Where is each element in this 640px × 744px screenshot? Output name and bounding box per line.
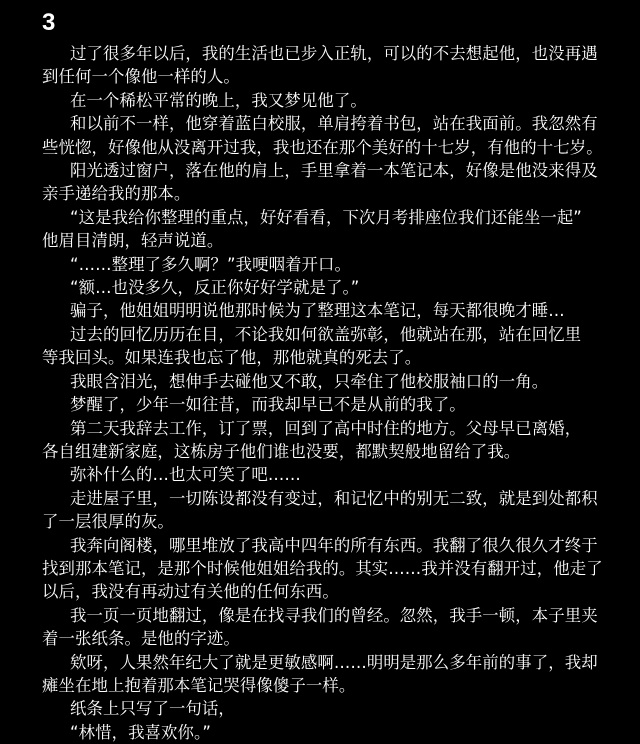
paragraph: [42, 112, 616, 159]
text-line: 他眉目清朗，轻声说道。: [42, 231, 224, 251]
text-line: 了一层很厚的灰。: [42, 512, 174, 532]
text-line: 阳光透过窗户，落在他的肩上，手里拿着一本笔记本，好像是他没来得及: [70, 161, 598, 181]
paragraph: [42, 89, 616, 112]
text-line: “额…也没多久，反正你好好学就是了。”: [70, 278, 360, 298]
chapter-number: 3: [42, 9, 56, 36]
text-line: 欸呀，人果然年纪大了就是更敏感啊……明明是那么多年前的事了，我却: [70, 652, 598, 672]
paragraph: [42, 276, 616, 299]
text-line: 各自组建新家庭，这栋房子他们谁也没要，都默契般地留给了我。: [42, 441, 521, 461]
paragraph: [42, 651, 616, 698]
text-line: 过了很多年以后，我的生活也已步入正轨，可以的不去想起他，也没再遇: [70, 44, 598, 63]
text-line: 我眼含泪光，想伸手去碰他又不敢，只牵住了他校服袖口的一角。: [70, 371, 549, 391]
paragraph: [42, 417, 616, 464]
text-line: 到任何一个像他一样的人。: [42, 67, 240, 87]
document-body: [42, 42, 616, 744]
text-line: 和以前不一样，他穿着蓝白校服，单肩挎着书包，站在我面前。我忽然有: [70, 114, 598, 134]
text-line: 第二天我辞去工作，订了票，回到了高中时住的地方。父母早已离婚，: [70, 418, 582, 438]
paragraph: [42, 253, 616, 276]
paragraph: [42, 463, 616, 486]
text-line: 走进屋子里，一切陈设都没有变过，和记忆中的别无二致，就是到处都积: [70, 488, 598, 508]
paragraph: [42, 42, 616, 89]
text-line: 弥补什么的…也太可笑了吧……: [70, 465, 301, 485]
paragraph: [42, 206, 616, 253]
text-line: 骗子，他姐姐明明说他那时候为了整理这本笔记，每天都很晚才睡…: [70, 301, 565, 321]
text-line: 纸条上只写了一句话，: [70, 699, 235, 719]
text-line: “这是我给你整理的重点，好好看看，下次月考排座位我们还能坐一起”: [70, 207, 582, 227]
text-line: 我一页一页地翻过，像是在找寻我们的曾经。忽然，我手一顿，本子里夹: [70, 605, 598, 625]
paragraph: [42, 487, 616, 534]
paragraph: [42, 393, 616, 416]
text-line: 等我回头。如果连我也忘了他，那他就真的死去了。: [42, 348, 422, 368]
paragraph: [42, 604, 616, 651]
text-line: 梦醒了，少年一如往昔，而我却早已不是从前的我了。: [70, 395, 466, 415]
text-line: 着一张纸条。是他的字迹。: [42, 629, 240, 649]
text-line: “……整理了多久啊？”我哽咽着开口。: [70, 254, 352, 274]
text-line: 瘫坐在地上抱着那本笔记哭得像傻子一样。: [42, 675, 356, 695]
text-line: 找到那本笔记，是那个时候他姐姐给我的。其实……我并没有翻开过，他走了: [42, 558, 603, 578]
text-line: 亲手递给我的那本。: [42, 184, 191, 204]
paragraph: [42, 159, 616, 206]
text-line: 以后，我没有再动过有关他的任何东西。: [42, 582, 339, 602]
text-line: 过去的回忆历历在目，不论我如何欲盖弥彰，他就站在那，站在回忆里: [70, 324, 582, 344]
paragraph: [42, 721, 616, 744]
paragraph: [42, 697, 616, 720]
text-line: 我奔向阁楼，哪里堆放了我高中四年的所有东西。我翻了很久很久才终于: [70, 535, 598, 555]
paragraph: [42, 534, 616, 604]
text-line: 些恍惚，好像他从没离开过我，我也还在那个美好的十七岁，有他的十七岁。: [42, 137, 603, 157]
text-line: “林惜，我喜欢你。”: [70, 722, 211, 742]
paragraph: [42, 323, 616, 370]
paragraph: [42, 299, 616, 322]
text-line: 在一个稀松平常的晚上，我又梦见他了。: [70, 90, 367, 110]
paragraph: [42, 370, 616, 393]
